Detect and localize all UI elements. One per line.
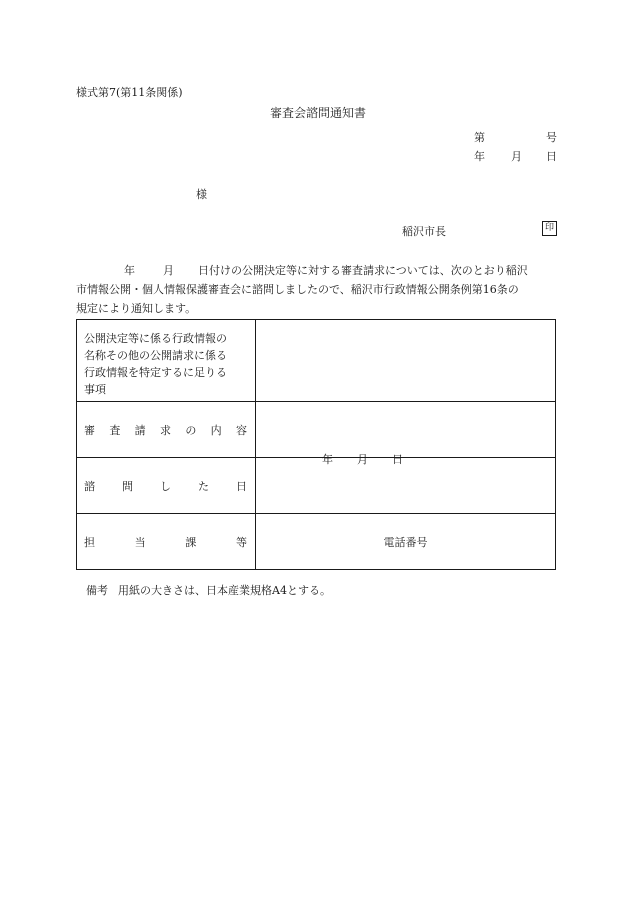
department-value[interactable] [256, 514, 556, 570]
label-char: 日 [236, 479, 247, 493]
label-char: 諮 [84, 479, 95, 493]
consultation-date-label [77, 458, 256, 514]
request-content-value[interactable] [256, 402, 556, 458]
info-name-label-line: 事項 [84, 383, 106, 396]
body-month: 月 [163, 264, 174, 277]
addressee-honorific: 様 [196, 188, 207, 201]
consultation-day: 日 [392, 453, 403, 466]
issue-number-suffix: 号 [546, 131, 557, 144]
table-row [77, 514, 556, 570]
issue-date-month: 月 [511, 150, 522, 163]
form-number: 様式第7(第11条関係) [76, 86, 183, 99]
info-name-value[interactable] [256, 320, 556, 402]
document-title: 審査会諮問通知書 [270, 106, 367, 120]
consultation-year: 年 [322, 453, 333, 466]
sender-name: 稲沢市長 [402, 225, 446, 238]
consultation-date-value[interactable] [256, 453, 556, 514]
issue-date-year: 年 [474, 150, 485, 163]
label-char: し [160, 479, 171, 493]
label-char: 担 [84, 535, 95, 549]
body-line-2: 市情報公開・個人情報保護審査会に諮問しましたので、稲沢市行政情報公開条例第16条の [76, 283, 519, 296]
remarks-label: 備考 [86, 584, 108, 597]
remarks-text: 用紙の大きさは、日本産業規格A4とする。 [118, 584, 331, 597]
label-char: 求 [159, 423, 171, 437]
table-row [77, 402, 556, 458]
department-label [77, 514, 256, 570]
issue-date-day: 日 [546, 150, 557, 163]
remarks [86, 582, 331, 598]
body-paragraph [76, 261, 558, 318]
body-year: 年 [124, 264, 135, 277]
info-name-label-line: 公開決定等に係る行政情報の [84, 332, 227, 345]
info-table [76, 319, 556, 570]
table-row [77, 320, 556, 402]
label-char: 等 [235, 535, 247, 549]
body-line-1 [76, 261, 558, 280]
info-name-label-line: 行政情報を特定するに足りる [84, 366, 227, 379]
table-row [77, 458, 556, 514]
label-char: 容 [235, 423, 247, 437]
body-text-1: 日付けの公開決定等に対する審査請求については、次のとおり稲沢 [198, 264, 528, 277]
body-line-3: 規定により通知します。 [76, 302, 197, 315]
phone-number-label: 電話番号 [383, 535, 428, 549]
label-char: 請 [134, 423, 146, 437]
label-char: 内 [210, 423, 222, 437]
info-name-label [77, 320, 256, 402]
request-content-label [77, 402, 256, 458]
issue-number-prefix: 第 [474, 131, 485, 144]
label-char: 審 [84, 423, 95, 437]
consultation-month: 月 [357, 453, 368, 466]
label-char: 問 [122, 479, 133, 493]
label-char: の [185, 423, 197, 437]
label-char: 査 [109, 423, 121, 437]
label-char: 当 [134, 535, 146, 549]
label-char: 課 [185, 535, 197, 549]
seal-mark: 印 [542, 221, 557, 236]
info-name-label-line: 名称その他の公開請求に係る [84, 349, 227, 362]
label-char: た [198, 479, 209, 493]
